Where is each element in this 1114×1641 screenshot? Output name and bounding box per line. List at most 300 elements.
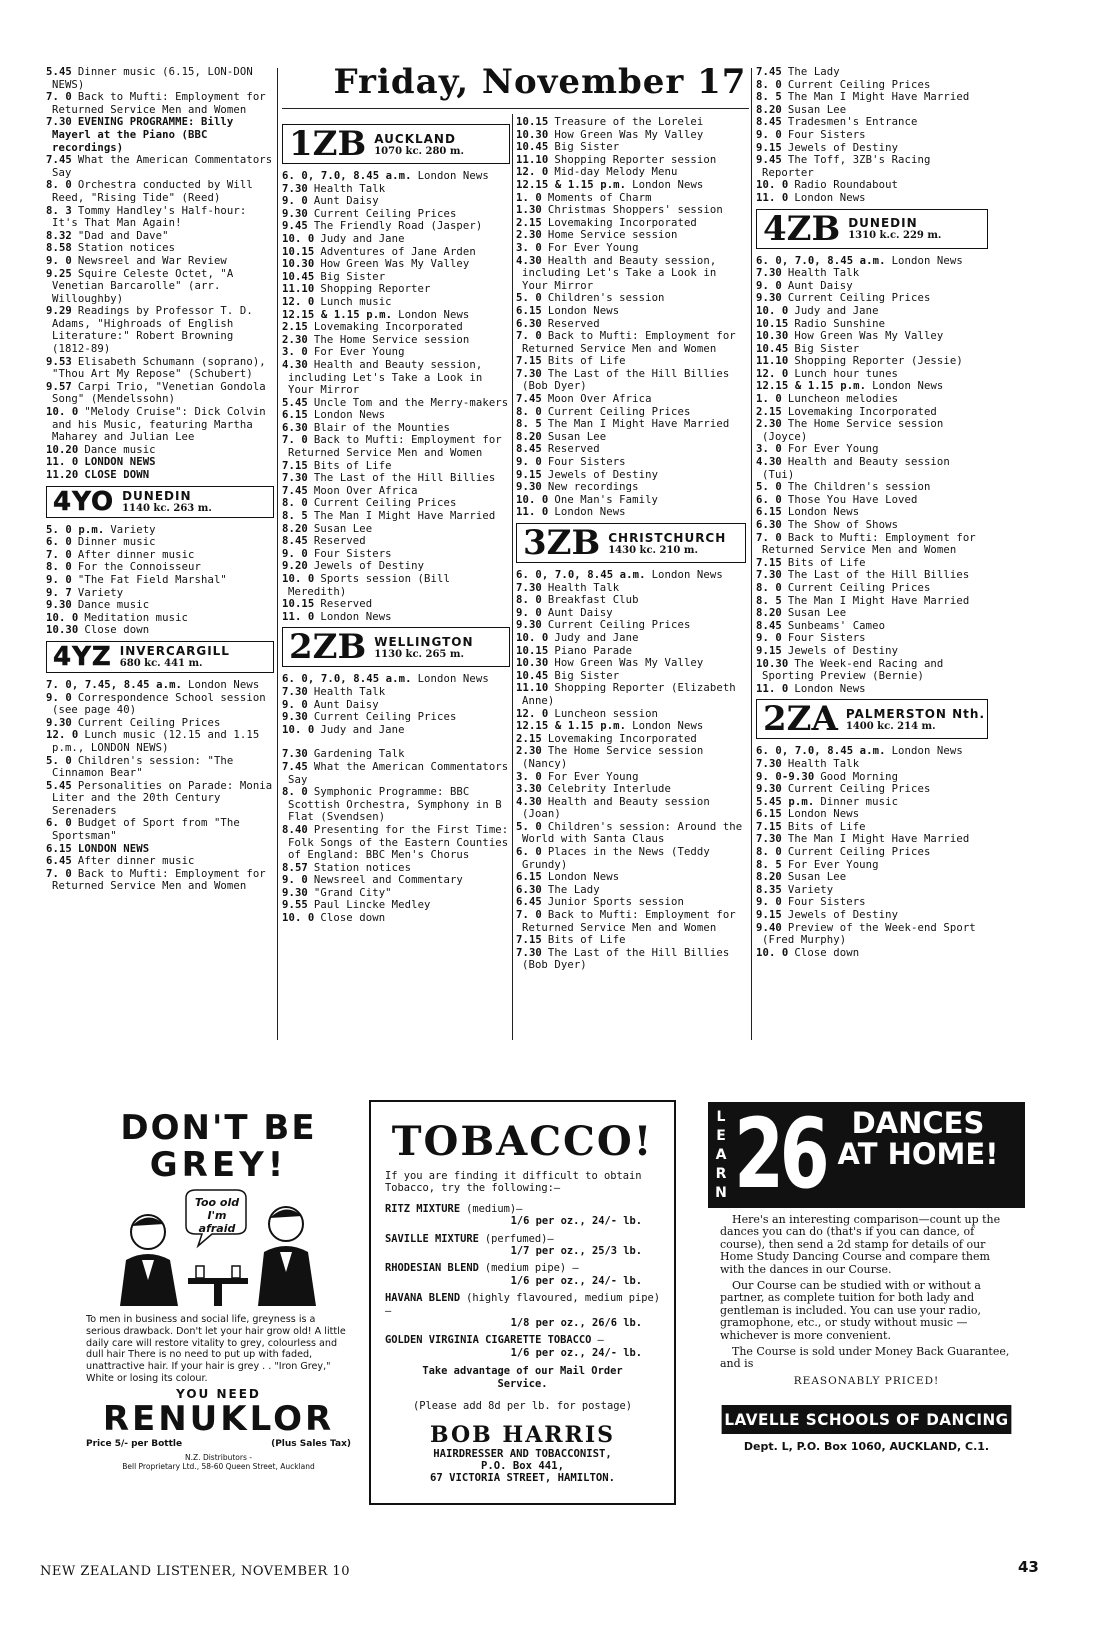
station-frequency: 1310 k.c. 229 m. [848, 230, 942, 242]
programme-time: 7.30 [516, 946, 542, 959]
learn-vertical: LEARN [715, 1109, 727, 1201]
tobacco-item-name: SAVILLE MIXTURE [385, 1232, 479, 1245]
programme-time: 9.30 [282, 886, 308, 899]
programme-entry [516, 406, 746, 419]
programme-entry [756, 330, 988, 343]
programme-entry [46, 179, 274, 204]
programme-time: 10.15 [282, 245, 315, 258]
programme-title: Back to Mufti: Employment for Returned Service Men and Women [52, 867, 266, 893]
tobacco-item-desc: (highly flavoured, medium pipe)— [385, 1292, 661, 1317]
programme-title: After dinner music [77, 855, 195, 868]
programme-title: The Home Service session [313, 333, 470, 346]
programme-time: 9. 0-9.30 [756, 770, 815, 783]
programme-entry [516, 846, 746, 871]
programme-entry [282, 611, 510, 624]
programme-entry [282, 246, 510, 259]
programme-time: 8. 0 [756, 846, 782, 859]
programme-entry [282, 598, 510, 611]
station-info [374, 635, 473, 660]
tobacco-item [385, 1262, 662, 1287]
programme-entry [756, 859, 988, 872]
station-info [846, 707, 985, 732]
programme-entry [46, 587, 274, 600]
header-rule [282, 108, 749, 109]
programme-entry [282, 309, 510, 322]
programme-entry [516, 871, 746, 884]
programme-entry [282, 296, 510, 309]
programme-title: CLOSE DOWN [84, 469, 150, 481]
programme-entry [756, 343, 988, 356]
programme-title: "Melody Cruise": Dick Colvin and his Music, featuring Martha Maharey and Julian Lee [52, 406, 266, 444]
programme-title: Good Morning [820, 770, 899, 783]
programme-time: 1. 0 [756, 393, 782, 406]
programme-time: 6. 0, 7.0, 8.45 a.m. [282, 673, 412, 686]
programme-entry [282, 912, 510, 925]
programme-title: Radio Roundabout [794, 179, 899, 192]
programme-entry [282, 359, 510, 397]
programme-time: 9.25 [46, 267, 72, 280]
renuklor-body: To men in business and social life, greyness is a serious drawback. Don't let your hair grow old! A little daily care will restore vitality to grey, colourless and dull hair There is no need to put up with faded, unattractive hair. If your hair is grey . . "Iron Grey," White or losing its colour. [86, 1314, 346, 1384]
programme-time: 6.30 [516, 317, 542, 330]
programme-entry [46, 855, 274, 868]
programme-time: 10. 0 [516, 493, 549, 506]
programme-title: Susan Lee [313, 522, 373, 535]
programme-entry [46, 91, 274, 116]
tobacco-item [385, 1292, 662, 1329]
programme-entry [282, 699, 510, 712]
programme-entry [756, 846, 988, 859]
programme-entry [756, 318, 988, 331]
programme-title: London News [417, 673, 489, 686]
column-2 [282, 120, 510, 925]
programme-entry [756, 519, 988, 532]
programme-title: Budget of Sport from "The Sportsman" [52, 817, 240, 843]
programme-time: 7. 0 [756, 531, 782, 544]
programme-title: Elisabeth Schumann (soprano), "Thou Art My Repose" (Schubert) [52, 355, 266, 381]
programme-entry [282, 510, 510, 523]
programme-entry [516, 292, 746, 305]
programme-entry [282, 535, 510, 548]
programme-title: Back to Mufti: Employment for Returned Service Men and Women [288, 434, 502, 460]
programme-time: 4.30 [756, 456, 782, 469]
programme-time: 7.30 [46, 116, 72, 129]
programme-title: London News [872, 380, 944, 393]
programme-time: 7.15 [516, 934, 542, 947]
programme-time: 6. 0, 7.0, 8.45 a.m. [756, 745, 886, 758]
dances-body-1: Here's an interesting comparison—count up the dances you can do (that's if you can dance, of course), then send a 2d stamp for details of our Home Study Dancing Course and compare them with the dances in our Course. [720, 1213, 1001, 1276]
programme-title: London News [398, 308, 470, 321]
programme-entry [46, 549, 274, 562]
programme-entry [282, 548, 510, 561]
you-need: YOU NEED [176, 1386, 261, 1401]
programme-title: Susan Lee [787, 871, 847, 884]
programme-entry [46, 729, 274, 754]
programme-title: London News [547, 871, 620, 884]
programme-time: 12.15 & 1.15 p.m. [282, 308, 393, 321]
programme-entry [756, 91, 988, 104]
programme-title: Reserved [313, 535, 366, 548]
programme-entry [282, 761, 510, 786]
programme-entry [282, 321, 510, 334]
programme-title: Moon Over Africa [547, 393, 652, 406]
programme-title: London News [554, 506, 626, 519]
programme-time: 6. 0 [516, 846, 542, 859]
programme-time: 11.10 [516, 682, 549, 695]
station-frequency: 1070 kc. 280 m. [374, 145, 464, 157]
programme-time: 8.40 [282, 823, 308, 836]
programme-entry [516, 783, 746, 796]
programme-entry [516, 318, 746, 331]
programme-entry [516, 305, 746, 318]
programme-time: 5. 0 [516, 292, 542, 305]
programme-title: Children's session: "The Cinnamon Bear" [52, 754, 234, 780]
programme-time: 8.45 [516, 443, 542, 456]
programme-time: 7.15 [756, 556, 782, 569]
programme-title: The Man I Might Have Married [787, 833, 970, 846]
programme-title: Readings by Professor T. D. Adams, "Highroads of English Literature:" Robert Browning (1812-89) [52, 305, 253, 356]
programme-entry [282, 409, 510, 422]
programme-time: 9.15 [756, 141, 782, 154]
programme-title: London News [794, 191, 866, 204]
programme-time: 8. 0 [516, 594, 542, 607]
programme-title: Current Ceiling Prices [313, 711, 457, 724]
programme-entry [516, 607, 746, 620]
programme-time: 6.30 [516, 883, 542, 896]
programme-time: 10. 0 [756, 179, 789, 192]
dances-body-3: The Course is sold under Money Back Guarantee, and is [720, 1345, 1010, 1371]
programme-entry [756, 569, 988, 582]
programme-time: 2.15 [756, 405, 782, 418]
programme-title: Uncle Tom and the Merry-makers [313, 396, 509, 409]
programme-time: 8. 0 [282, 497, 308, 510]
station-frequency: 1130 kc. 265 m. [374, 648, 464, 660]
programme-entry [516, 129, 746, 142]
programme-entry [282, 573, 510, 598]
programme-entry [516, 645, 746, 658]
programme-entry [516, 934, 746, 947]
programme-title: Health and Beauty session (Tui) [762, 456, 950, 481]
programme-entry [516, 431, 746, 444]
programme-time: 7. 0 [46, 91, 72, 104]
programme-title: Judy and Jane [554, 631, 639, 644]
programme-time: 8.20 [282, 522, 308, 535]
programme-entry [756, 658, 988, 683]
programme-entry [46, 561, 274, 574]
programme-title: Close down [320, 912, 386, 925]
programme-time: 2.15 [516, 732, 542, 745]
programme-title: London News [188, 678, 260, 691]
programme-time: 7.30 [282, 472, 308, 485]
programme-title: How Green Was My Valley [554, 128, 704, 141]
programme-title: London News [794, 682, 866, 695]
renuklor-distributors: N.Z. Distributors - [185, 1452, 252, 1462]
reasonably-priced: REASONABLY PRICED! [793, 1374, 940, 1387]
programme-time: 8.45 [282, 535, 308, 548]
programme-title: Health Talk [313, 182, 386, 195]
programme-time: 9. 0 [756, 896, 782, 909]
programme-title: Current Ceiling Prices [787, 783, 931, 796]
programme-time: 10.20 [46, 443, 79, 456]
programme-title: Lovemaking Incorporated [787, 405, 937, 418]
programme-entry [756, 142, 988, 155]
programme-time: 7. 0 [516, 909, 542, 922]
tobacco-headline: TOBACCO! [391, 1118, 654, 1165]
programme-title: Current Ceiling Prices [787, 292, 931, 305]
programme-title: Reserved [547, 317, 600, 330]
programme-entry [516, 569, 746, 582]
programme-title: Tommy Handley's Half-hour: It's That Man Again! [52, 204, 247, 230]
programme-entry [516, 947, 746, 972]
programme-entry [756, 368, 988, 381]
programme-time: 7.30 [516, 581, 542, 594]
programme-entry [46, 255, 274, 268]
station-info [120, 644, 230, 669]
programme-entry [756, 783, 988, 796]
station-callsign: 4ZB [763, 208, 841, 249]
programme-time: 11.10 [516, 153, 549, 166]
programme-time: 12. 0 [282, 295, 315, 308]
programme-entry [756, 418, 988, 443]
programme-entry [756, 154, 988, 179]
programme-title: Current Ceiling Prices [77, 716, 221, 729]
seller-po-box: P.O. Box 441, [481, 1460, 564, 1473]
tobacco-item-price: 1/6 per oz., 24/- lb. [510, 1274, 642, 1287]
programme-time: 4.30 [516, 254, 542, 267]
station-box [516, 523, 746, 563]
programme-entry [516, 657, 746, 670]
programme-time: 7.45 [282, 760, 308, 773]
programme-entry [46, 717, 274, 730]
programme-time: 10.30 [516, 128, 549, 141]
programme-entry [46, 536, 274, 549]
programme-entry [516, 494, 746, 507]
programme-time: 9.30 [282, 207, 308, 220]
programme-time: 6. 0, 7.0, 8.45 a.m. [756, 254, 886, 267]
programme-title: Sports session (Bill Meredith) [288, 573, 450, 598]
programme-time: 10.30 [282, 258, 315, 271]
programme-title: Christmas Shoppers' session [547, 204, 723, 217]
programme-time: 6. 0, 7.0, 8.45 a.m. [282, 170, 412, 182]
programme-entry [516, 443, 746, 456]
programme-title: New recordings [547, 481, 639, 494]
tobacco-item [385, 1203, 662, 1228]
programme-title: Health and Beauty session (Joan) [522, 795, 710, 821]
programme-title: After dinner music [77, 548, 195, 561]
programme-time: 7.45 [282, 484, 308, 497]
programme-time: 9.30 [46, 716, 72, 729]
programme-entry [46, 305, 274, 355]
programme-title: Squire Celeste Octet, "A Venetian Barcarolle" (arr. Willoughby) [52, 267, 234, 305]
programme-entry [46, 230, 274, 243]
programme-time: 3. 0 [282, 346, 308, 359]
station-box [282, 124, 510, 164]
programme-time: 9.30 [756, 292, 782, 305]
programme-time: 10. 0 [756, 946, 789, 959]
programme-title: Correspondence School session (see page 40) [52, 691, 266, 717]
programme-time: 6.30 [756, 519, 782, 531]
programme-entry [756, 267, 988, 280]
programme-time: 12. 0 [516, 707, 549, 720]
station-frequency: 1430 kc. 210 m. [608, 544, 698, 556]
programme-entry [756, 947, 988, 960]
speech-bubble-text: Too old I'm afraid [194, 1196, 240, 1235]
station-city: DUNEDIN [122, 489, 192, 504]
programme-title: The Man I Might Have Married [547, 418, 730, 431]
programme-title: Paul Lincke Medley [313, 899, 431, 912]
programme-title: Lunch hour tunes [794, 367, 899, 380]
programme-time: 7.30 [282, 685, 308, 698]
programme-title: The Home Service session (Nancy) [522, 745, 704, 770]
programme-entry [282, 271, 510, 284]
programme-entry [46, 205, 274, 230]
station-callsign: 2ZA [763, 699, 838, 740]
programme-entry [46, 116, 274, 154]
programme-entry [282, 233, 510, 246]
programme-time: 1. 0 [516, 191, 542, 204]
station-callsign: 2ZB [289, 627, 367, 668]
programme-entry [282, 824, 510, 862]
programme-time: 7.45 [46, 154, 72, 167]
programme-entry [756, 620, 988, 633]
programme-time: 5. 0 [46, 754, 72, 767]
programme-entry [46, 406, 274, 444]
programme-title: The Lady [787, 66, 840, 78]
programme-title: Susan Lee [547, 430, 607, 443]
programme-entry [282, 422, 510, 435]
programme-title: Dance music [84, 443, 156, 456]
page-title: Friday, November 17 [333, 62, 747, 102]
programme-title: Newsreel and War Review [77, 254, 227, 267]
programme-entry [46, 624, 274, 637]
programme-time: 10.15 [516, 116, 549, 128]
programme-title: Aunt Daisy [787, 279, 853, 292]
station-box [756, 699, 988, 739]
programme-entry [756, 796, 988, 809]
mail-order-text: Take advantage of our Mail Order Service. [422, 1365, 623, 1390]
programme-time: 5. 0 [756, 481, 782, 494]
programme-time: 10. 0 [46, 406, 79, 419]
programme-title: How Green Was My Valley [794, 330, 944, 343]
programme-time: 8. 5 [516, 418, 542, 431]
programme-title: Variety [110, 523, 156, 536]
programme-title: Current Ceiling Prices [313, 207, 457, 220]
programme-title: London News [651, 569, 723, 581]
programme-entry [282, 523, 510, 536]
renuklor-headline: DON'T BE [120, 1108, 317, 1148]
programme-title: The Last of the Hill Billies [787, 569, 970, 582]
programme-time: 9.30 [516, 619, 542, 632]
programme-title: The Home Service session (Joyce) [762, 418, 944, 443]
programme-time: 7. 0 [516, 330, 542, 343]
renuklor-brand: RENUKLOR [102, 1398, 335, 1439]
programme-time: 7.45 [756, 66, 782, 78]
programme-entry [282, 334, 510, 347]
tobacco-item [385, 1334, 662, 1359]
programme-time: 3.30 [516, 783, 542, 796]
programme-title: Children's session: Around the World with Santa Claus [522, 820, 743, 846]
programme-title: Back to Mufti: Employment for Returned Service Men and Women [522, 330, 736, 355]
programme-time: 3. 0 [516, 770, 542, 783]
programme-title: For Ever Young [787, 858, 879, 871]
programme-title: The Man I Might Have Married [787, 91, 970, 104]
programme-entry [756, 443, 988, 456]
programme-time: 7.15 [282, 459, 308, 472]
programme-title: Health Talk [787, 267, 860, 280]
programme-time: 9.57 [46, 380, 72, 393]
station-info [608, 531, 726, 556]
programme-entry [516, 217, 746, 230]
programme-time: 6. 0, 7.0, 8.45 a.m. [516, 569, 646, 581]
programme-title: Lunch music (12.15 and 1.15 p.m., LONDON NEWS) [52, 729, 260, 754]
programme-entry [282, 711, 510, 724]
programme-time: 9.45 [282, 220, 308, 233]
programme-time: 9. 0 [756, 279, 782, 292]
programme-entry [516, 368, 746, 393]
programme-time: 5.45 p.m. [756, 795, 815, 808]
programme-entry [756, 506, 988, 519]
programme-time: 9. 0 [46, 254, 72, 267]
programme-title: Reserved [320, 598, 373, 611]
programme-time: 8.45 [756, 116, 782, 129]
programme-entry [46, 444, 274, 457]
station-frequency: 1140 kc. 263 m. [122, 503, 212, 515]
programme-title: Close down [794, 946, 860, 959]
column-1 [46, 66, 274, 893]
programme-time: 10. 0 [282, 912, 315, 925]
programme-time: 9. 0 [282, 698, 308, 711]
programme-time: 11. 0 [756, 191, 789, 204]
programme-title: The Last of the Hill Billies (Bob Dyer) [522, 946, 730, 972]
programme-title: Shopping Reporter [320, 283, 431, 296]
programme-time: 9.15 [516, 468, 542, 481]
programme-entry [756, 896, 988, 909]
station-frequency: 1400 kc. 214 m. [845, 720, 936, 732]
programme-title: Big Sister [320, 270, 386, 283]
programme-title: The Last of the Hill Billies (Bob Dyer) [522, 367, 730, 393]
tobacco-item-price: 1/8 per oz., 26/6 lb. [510, 1317, 642, 1330]
programme-time: 11. 0 [756, 682, 789, 695]
tobacco-item [385, 1233, 662, 1258]
programme-title: The Man I Might Have Married [787, 594, 970, 607]
programme-entry [516, 708, 746, 721]
programme-time: 7.45 [516, 393, 542, 406]
programme-time: 9. 0 [516, 606, 542, 619]
programme-time: 6.15 [516, 304, 542, 317]
programme-title: Dinner music [820, 795, 899, 808]
programme-entry [516, 896, 746, 909]
programme-title: Jewels of Destiny [787, 909, 899, 922]
page-number: 43 [1018, 1558, 1039, 1576]
programme-time: 9. 0 [282, 195, 308, 208]
programme-entry [282, 686, 510, 699]
tobacco-advert [369, 1100, 676, 1505]
programme-time: 9. 0 [282, 547, 308, 560]
programme-entry [756, 292, 988, 305]
programme-title: The Friendly Road (Jasper) [313, 220, 483, 233]
programme-time: 9. 0 [46, 691, 72, 704]
programme-title: "Dad and Dave" [77, 229, 169, 242]
programme-title: Current Ceiling Prices [787, 846, 931, 859]
programme-time: 10.30 [756, 330, 789, 343]
programme-title: Big Sister [794, 342, 860, 355]
programme-title: Luncheon melodies [787, 393, 899, 406]
programme-title: Jewels of Destiny [313, 560, 425, 573]
programme-entry [516, 720, 746, 733]
programme-time: 6. 0 [46, 536, 72, 549]
programme-entry [46, 612, 274, 625]
programme-time: 9. 0 [46, 573, 72, 586]
programme-title: Gardening Talk [313, 748, 405, 761]
